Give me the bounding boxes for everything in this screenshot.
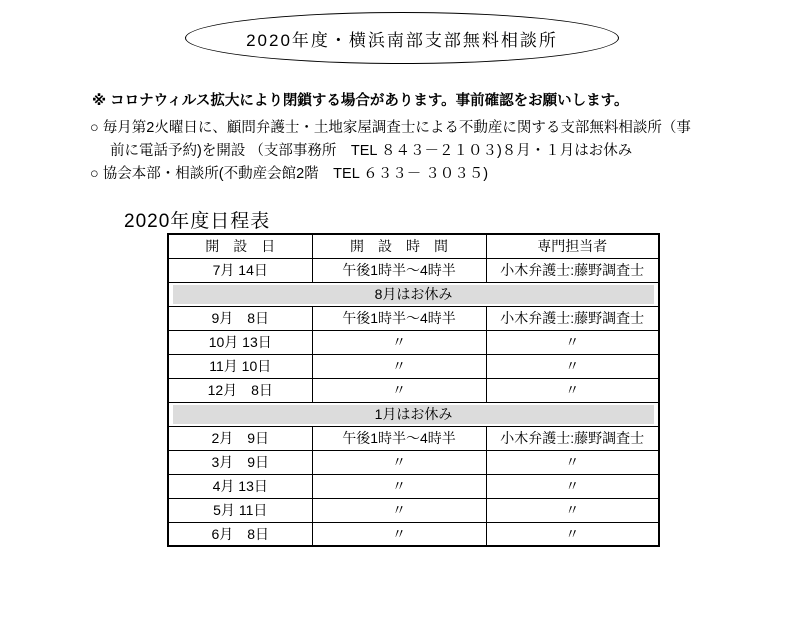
date-cell: 5月 11日 <box>168 498 312 522</box>
schedule-table-body <box>168 258 659 546</box>
time-cell: 午後1時半～4時半 <box>312 258 486 282</box>
time-cell: 〃 <box>312 354 486 378</box>
title-ellipse <box>185 12 619 64</box>
time-cell: 午後1時半～4時半 <box>312 306 486 330</box>
column-header-staff: 専門担当者 <box>486 234 659 258</box>
time-cell: 〃 <box>312 522 486 546</box>
break-row <box>168 282 659 306</box>
staff-cell: 小木弁護士:藤野調査士 <box>486 258 659 282</box>
time-cell: 〃 <box>312 330 486 354</box>
date-cell: 11月 10日 <box>168 354 312 378</box>
break-band-label: 8月はお休み <box>173 285 654 304</box>
date-cell: 10月 13日 <box>168 330 312 354</box>
date-cell: 12月 8日 <box>168 378 312 402</box>
date-cell: 9月 8日 <box>168 306 312 330</box>
staff-cell: 〃 <box>486 474 659 498</box>
schedule-heading: 2020年度日程表 <box>124 211 271 232</box>
date-cell: 3月 9日 <box>168 450 312 474</box>
bullet-line-1: ○ 毎月第2火曜日に、顧問弁護士・土地家屋調査士による不動産に関する支部無料相談所（事 <box>90 120 691 136</box>
schedule-table <box>167 233 660 547</box>
time-cell: 〃 <box>312 474 486 498</box>
corona-notice-text: ※ コロナウィルス拡大により閉鎖する場合があります。事前確認をお願いします。 <box>92 93 629 109</box>
time-cell: 〃 <box>312 378 486 402</box>
date-cell: 7月 14日 <box>168 258 312 282</box>
table-row <box>168 522 659 546</box>
column-header-date: 開 設 日 <box>168 234 312 258</box>
time-cell: 午後1時半～4時半 <box>312 426 486 450</box>
header-row <box>168 234 659 258</box>
staff-cell: 〃 <box>486 450 659 474</box>
table-row <box>168 450 659 474</box>
date-cell: 2月 9日 <box>168 426 312 450</box>
table-row <box>168 306 659 330</box>
time-cell: 〃 <box>312 450 486 474</box>
column-header-time: 開 設 時 間 <box>312 234 486 258</box>
staff-cell: 〃 <box>486 378 659 402</box>
date-cell: 4月 13日 <box>168 474 312 498</box>
table-row <box>168 426 659 450</box>
staff-cell: 〃 <box>486 330 659 354</box>
table-row <box>168 258 659 282</box>
bullet-line-2: 前に電話予約)を開設 （支部事務所 TEL ８４３－２１０３)８月・１月はお休み <box>110 143 633 159</box>
table-row <box>168 474 659 498</box>
staff-cell: 小木弁護士:藤野調査士 <box>486 426 659 450</box>
staff-cell: 〃 <box>486 522 659 546</box>
staff-cell: 〃 <box>486 354 659 378</box>
break-row <box>168 402 659 426</box>
page-title: 2020年度・横浜南部支部無料相談所 <box>246 30 558 50</box>
table-row <box>168 498 659 522</box>
time-cell: 〃 <box>312 498 486 522</box>
table-row <box>168 330 659 354</box>
break-cell <box>168 282 659 306</box>
break-cell <box>168 402 659 426</box>
table-row <box>168 378 659 402</box>
bullet-line-3: ○ 協会本部・相談所(不動産会館2階 TEL ６３３－ ３０３５) <box>90 166 489 182</box>
table-row <box>168 354 659 378</box>
staff-cell: 小木弁護士:藤野調査士 <box>486 306 659 330</box>
staff-cell: 〃 <box>486 498 659 522</box>
break-band-label: 1月はお休み <box>173 405 654 424</box>
date-cell: 6月 8日 <box>168 522 312 546</box>
